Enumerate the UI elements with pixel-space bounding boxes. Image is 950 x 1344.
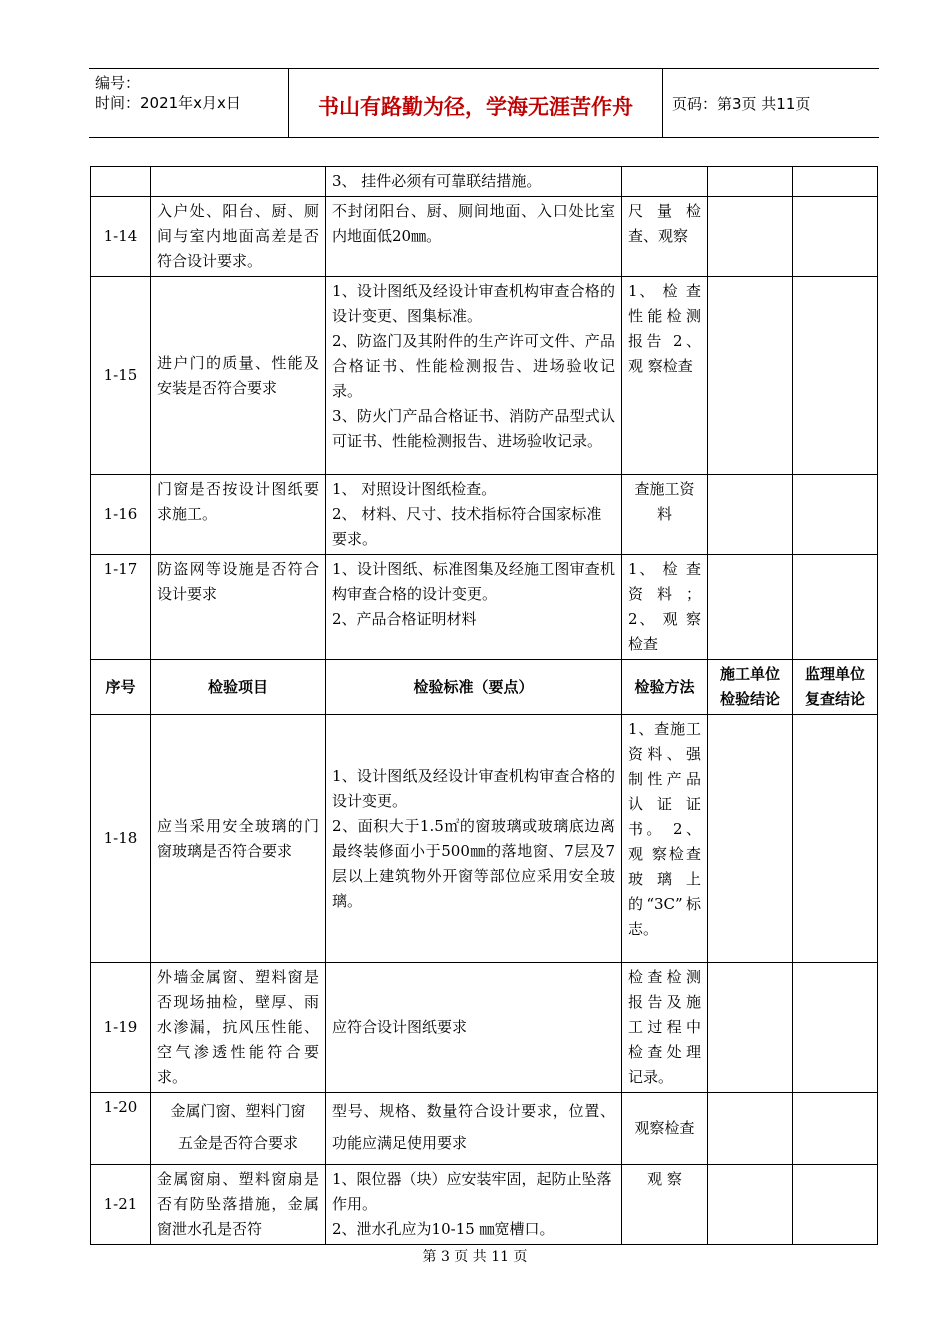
- time-label: 时间：2021年x月x日: [95, 94, 241, 112]
- row-item: 门窗是否按设计图纸要求施工。: [151, 475, 326, 555]
- row-standard: [326, 277, 622, 475]
- row-method: 尺 量 检查、观察: [622, 197, 708, 277]
- row-method: 观 察: [622, 1165, 708, 1245]
- row-no: [91, 167, 151, 197]
- row-method: [622, 167, 708, 197]
- row-contractor-result: [708, 963, 793, 1093]
- row-item: [151, 1093, 326, 1165]
- row-item: 入户处、阳台、厨、厕间与室内地面高差是否符合设计要求。: [151, 197, 326, 277]
- standard-line: 型号、规格、数量符合设计要求，位置、功能应满足使用要求: [332, 1102, 615, 1152]
- standard-line: 1、设计图纸及经设计审查机构审查合格的设计变更、图集标准。: [332, 282, 615, 325]
- standard-line: 2、防盗门及其附件的生产许可文件、产品合格证书、性能检测报告、进场验收记录。: [332, 332, 615, 400]
- row-item: 进户门的质量、性能及安装是否符合要求: [151, 277, 326, 475]
- row-item: 外墙金属窗、塑料窗是否现场抽检，壁厚、雨水渗漏，抗风压性能、空气渗透性能符合要求。: [151, 963, 326, 1093]
- row-contractor-result: [708, 1165, 793, 1245]
- row-method: 1、 检 查性能检测报告 2、 观 察检查: [622, 277, 708, 475]
- row-item: 金属窗扇、塑料窗扇是否有防坠落措施，金属窗泄水孔是否符: [151, 1165, 326, 1245]
- row-item: [151, 167, 326, 197]
- table-row: [91, 963, 878, 1093]
- row-item: 应当采用安全玻璃的门窗玻璃是否符合要求: [151, 715, 326, 963]
- row-standard: [326, 1165, 622, 1245]
- item-line: 金属门窗、塑料门窗: [170, 1102, 306, 1120]
- standard-line: 1、 对照设计图纸检查。: [332, 480, 497, 498]
- row-contractor-result: [708, 167, 793, 197]
- table-row: [91, 277, 878, 475]
- standard-line: 2、产品合格证明材料: [332, 610, 477, 628]
- row-standard: [326, 1093, 622, 1165]
- table-row: [91, 167, 878, 197]
- row-standard: [326, 963, 622, 1093]
- row-supervisor-result: [793, 1165, 878, 1245]
- page-header: [89, 68, 879, 138]
- standard-line: 3、防火门产品合格证书、消防产品型式认可证书、性能检测报告、进场验收记录。: [332, 407, 615, 450]
- header-method: 检验方法: [622, 660, 708, 715]
- header-no: 序号: [91, 660, 151, 715]
- standard-line: 1、设计图纸、标准图集及经施工图审查机构审查合格的设计变更。: [332, 560, 615, 603]
- row-no: 1-20: [91, 1093, 151, 1165]
- table-row: [91, 475, 878, 555]
- table-row: [91, 197, 878, 277]
- row-standard: [326, 715, 622, 963]
- header-page-info: 页码：第3页 共11页: [672, 95, 811, 113]
- header-standard: 检验标准（要点）: [326, 660, 622, 715]
- row-supervisor-result: [793, 963, 878, 1093]
- table-row: [91, 715, 878, 963]
- code-label: 编号：: [95, 74, 141, 92]
- row-no: 1-18: [91, 715, 151, 963]
- row-standard: [326, 555, 622, 660]
- row-contractor-result: [708, 475, 793, 555]
- row-no: 1-16: [91, 475, 151, 555]
- header-item: 检验项目: [151, 660, 326, 715]
- table-row: [91, 1093, 878, 1165]
- row-method: 查施工资 料: [622, 475, 708, 555]
- header-motto: 书山有路勤为径，学海无涯苦作舟: [318, 95, 633, 119]
- standard-line: 2、面积大于1.5㎡的窗玻璃或玻璃底边离最终装修面小于500㎜的落地窗、7层及7层以上建筑物外开窗等部位应采用安全玻璃。: [332, 816, 615, 910]
- row-method: 观察检查: [622, 1093, 708, 1165]
- row-no: 1-14: [91, 197, 151, 277]
- standard-line: 1、设计图纸及经设计审查机构审查合格的设计变更。: [332, 766, 615, 810]
- row-supervisor-result: [793, 475, 878, 555]
- table-header-row: [91, 660, 878, 715]
- standard-line: 2、 材料、尺寸、技术指标符合国家标准要求。: [332, 505, 602, 548]
- standard-line: 3、 挂件必须有可靠联结措施。: [332, 172, 542, 190]
- row-item: 防盗网等设施是否符合设计要求: [151, 555, 326, 660]
- header-supervisor-result: 监理单位复查结论: [793, 660, 878, 715]
- row-no: 1-15: [91, 277, 151, 475]
- row-no: 1-17: [91, 555, 151, 660]
- row-standard: [326, 167, 622, 197]
- row-method: 检查检测报告及施工过程中检查处理记录。: [622, 963, 708, 1093]
- row-standard: [326, 475, 622, 555]
- header-divider: [662, 69, 663, 137]
- row-contractor-result: [708, 555, 793, 660]
- standard-line: 1、限位器（块）应安装牢固，起防止坠落作用。: [332, 1170, 612, 1213]
- item-line: 五金是否符合要求: [177, 1134, 298, 1152]
- row-supervisor-result: [793, 555, 878, 660]
- row-supervisor-result: [793, 197, 878, 277]
- row-method: 1、 检 查资料； 2、 观 察检查: [622, 555, 708, 660]
- table-row: [91, 1165, 878, 1245]
- row-no: 1-19: [91, 963, 151, 1093]
- row-supervisor-result: [793, 715, 878, 963]
- row-standard: [326, 197, 622, 277]
- row-contractor-result: [708, 1093, 793, 1165]
- row-supervisor-result: [793, 1093, 878, 1165]
- row-contractor-result: [708, 197, 793, 277]
- row-contractor-result: [708, 715, 793, 963]
- standard-line: 不封闭阳台、厨、厕间地面、入口处比室内地面低20㎜。: [332, 202, 615, 245]
- row-method: 1、查施工资料、强制性产品认证证书。 2、 观 察检查玻璃上 的“3C”标志。: [622, 715, 708, 963]
- row-supervisor-result: [793, 167, 878, 197]
- page-footer: 第 3 页 共 11 页: [422, 1249, 528, 1265]
- standard-line: 应符合设计图纸要求: [332, 1018, 468, 1036]
- inspection-table: [90, 166, 878, 1245]
- row-supervisor-result: [793, 277, 878, 475]
- standard-line: 2、泄水孔应为10-15 ㎜宽槽口。: [332, 1220, 555, 1238]
- header-meta: [95, 73, 241, 113]
- header-contractor-result: 施工单位检验结论: [708, 660, 793, 715]
- row-contractor-result: [708, 277, 793, 475]
- table-row: [91, 555, 878, 660]
- row-no: 1-21: [91, 1165, 151, 1245]
